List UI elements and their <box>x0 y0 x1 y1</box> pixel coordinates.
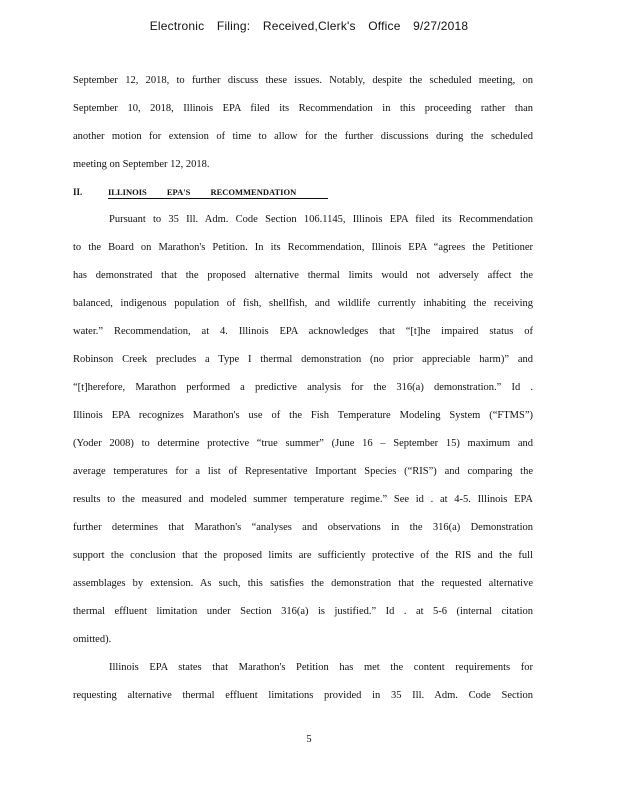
para1-line-14: assemblages by extension. As such, this satisfies the demonstration that the requested alternative <box>73 578 533 589</box>
para1-line-2: to the Board on Marathon's Petition. In its Recommendation, Illinois EPA “agrees the Petitioner <box>73 242 533 253</box>
para1-line-13: support the conclusion that the proposed limits are sufficiently protective of the RIS and the full <box>73 550 533 561</box>
para1-line-12: further determines that Marathon's “analyses and observations in the 316(a) Demonstration <box>73 522 533 533</box>
para1-line-6: Robinson Creek precludes a Type I thermal demonstration (no prior appreciable harm)” and <box>73 354 533 365</box>
para1-line-11: results to the measured and modeled summer temperature regime.” See id . at 4-5. Illinois EPA <box>73 494 533 505</box>
para1-line-1: Pursuant to 35 Ill. Adm. Code Section 106.1145, Illinois EPA filed its Recommendation <box>109 214 533 225</box>
para1-line-3: has demonstrated that the proposed alternative thermal limits would not adversely affect the <box>73 270 533 281</box>
section-number: II. <box>73 187 83 197</box>
page-number: 5 <box>306 734 312 745</box>
para1-line-9: (Yoder 2008) to determine protective “true summer” (June 16 – September 15) maximum and <box>73 438 533 449</box>
section-heading <box>73 186 328 199</box>
body-line-1: September 12, 2018, to further discuss these issues. Notably, despite the scheduled meeting, on <box>73 75 533 86</box>
para1-line-16: omitted). <box>73 634 112 645</box>
para1-line-15: thermal effluent limitation under Section 316(a) is justified.” Id . at 5-6 (internal citation <box>73 606 533 617</box>
filing-header: Electronic Filing: Received,Clerk's Office 9/27/2018 <box>149 19 469 33</box>
para1-line-7: “[t]herefore, Marathon performed a predictive analysis for the 316(a) demonstration.” Id . <box>73 382 533 393</box>
body-line-3: another motion for extension of time to allow for the further discussions during the scheduled <box>73 131 533 142</box>
para2-line-1: Illinois EPA states that Marathon's Petition has met the content requirements for <box>109 662 533 673</box>
body-line-4: meeting on September 12, 2018. <box>73 159 210 170</box>
para2-line-2: requesting alternative thermal effluent limitations provided in 35 Ill. Adm. Code Section <box>73 690 533 701</box>
body-line-2: September 10, 2018, Illinois EPA filed its Recommendation in this proceeding rather than <box>73 103 533 114</box>
para1-line-8: Illinois EPA recognizes Marathon's use of the Fish Temperature Modeling System (“FTMS”) <box>73 410 533 421</box>
section-title: ILLINOIS EPA'S RECOMMENDATION <box>108 186 328 199</box>
para1-line-4: balanced, indigenous population of fish, shellfish, and wildlife currently inhabiting the receiving <box>73 298 533 309</box>
para1-line-10: average temperatures for a list of Representative Important Species (“RIS”) and comparing the <box>73 466 533 477</box>
para1-line-5: water.” Recommendation, at 4. Illinois EPA acknowledges that “[t]he impaired status of <box>73 326 533 337</box>
